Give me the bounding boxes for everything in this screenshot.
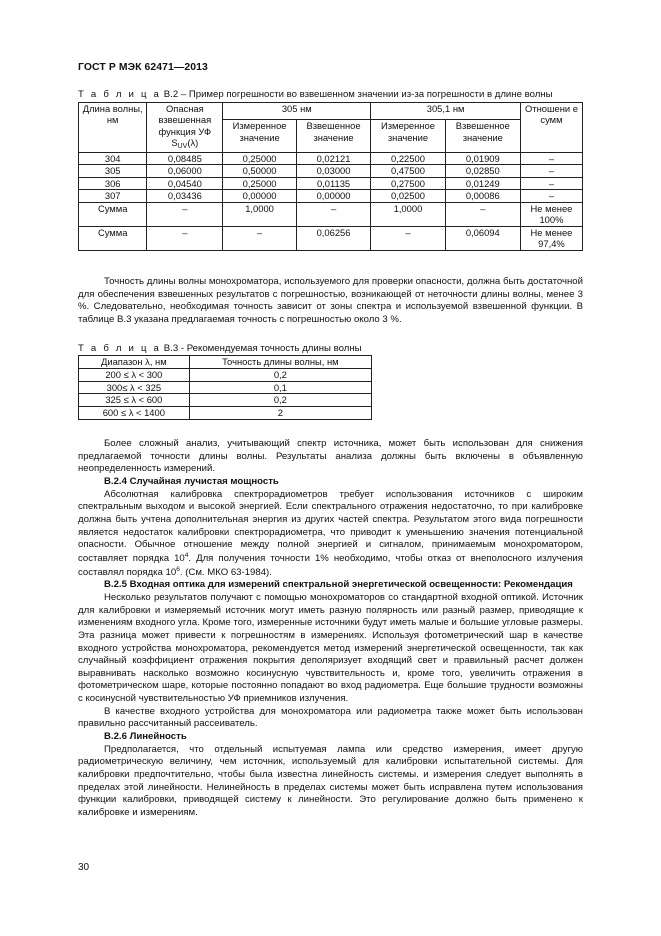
col-header-range: Диапазон λ, нм (79, 356, 190, 369)
hazard-function-symbol: S (171, 137, 178, 149)
table-cell: 0,02121 (296, 152, 370, 164)
hazard-function-text: Опасная взвешенная функция УФ (158, 103, 212, 137)
paragraph-diffuser: В качестве входного устройства для монохроматора или радиометра также может быть использован правильно рассчитанный рассеиватель. (78, 705, 583, 730)
table-row (79, 190, 583, 202)
table-cell: 0,03436 (147, 190, 223, 202)
table-cell: 325 ≤ λ < 600 (79, 394, 190, 407)
table-row (79, 202, 583, 226)
table-cell: – (520, 165, 582, 177)
table-cell: 0,01249 (445, 177, 520, 189)
col-header-wavelength: Длина волны, нм (79, 103, 147, 153)
col-header-ratio: Отношени е сумм (520, 103, 582, 153)
table-row (79, 165, 583, 177)
col-header-3051nm: 305,1 нм (371, 103, 521, 120)
table-b2-title: Пример погрешности во взвешенном значении из-за погрешности в длине волны (188, 89, 553, 100)
col-header-accuracy: Точность длины волны, нм (189, 356, 371, 369)
table-cell: – (520, 152, 582, 164)
col-header-305nm: 305 нм (223, 103, 371, 120)
table-cell: 0,02500 (371, 190, 445, 202)
table-row (79, 152, 583, 164)
table-cell: 0,2 (189, 394, 371, 407)
table-cell: 0,50000 (223, 165, 297, 177)
table-b3 (78, 355, 372, 420)
table-cell: 2 (189, 407, 371, 420)
table-row (79, 226, 583, 250)
table-cell: – (296, 202, 370, 226)
table-b2-caption (78, 89, 553, 102)
col-header-measured: Измеренное значение (223, 120, 297, 153)
page-number: 30 (78, 862, 90, 873)
table-cell: 0,01909 (445, 152, 520, 164)
table-b2-number: В.2 (163, 89, 179, 100)
table-cell: Не менее 100% (520, 202, 582, 226)
table-cell: – (371, 226, 445, 250)
section-heading-b26: В.2.6 Линейность (104, 731, 187, 743)
table-cell: 0,06256 (296, 226, 370, 250)
table-row (79, 381, 372, 394)
section-heading-b25: В.2.5 Входная оптика для измерений спектральной энергетической освещенности: Рекомендация (104, 579, 573, 591)
table-b3-label: Т а б л и ц а (78, 343, 162, 354)
col-header-weighted: Взвешенное значение (296, 120, 370, 153)
table-cell: 1,0000 (223, 202, 297, 226)
paragraph-part-a: Абсолютная калибровка спектрорадиометров требует использования источников с широким спектральным выходом и высокой энергией. Если спектрального отражения недостаточно, то при калибровке должна быть учтена дополнительная энергия из других частей спектра. Результатом этого вида погрешности является недостаток калибровки спектрорадиометра, что приводит к уменьшению значения потенциальной опасности. Обычное отношение между полной энергией и сигналом, принимаемым монохроматором, составляет порядка 10 (78, 488, 583, 564)
table-cell: 306 (79, 177, 147, 189)
table-cell: – (520, 177, 582, 189)
paragraph-random-power (78, 489, 583, 580)
col-header-measured: Измеренное значение (371, 120, 445, 153)
table-b2 (78, 102, 583, 251)
table-b2-label: Т а б л и ц а (78, 89, 162, 100)
table-row (79, 407, 372, 420)
table-row (79, 368, 372, 381)
paragraph-linearity: Предполагается, что отдельный испытуемая лампа или средство измерения, имеет другую радиометрическую величину, чем источник, используемый для калибровки испытательной системы. Для калибровки предпочтительно, чтобы была известна линейность системы. и измерения следует выполнять в пределах этой линейности. Нелинейность в пределах системы может быть исправлена путем использования функции калибровки, приводящей систему к линейности. Это регулирование должно быть применено к калибровке и измерениям. (78, 743, 583, 819)
superscript-6: 6 (176, 565, 180, 573)
table-header-row (79, 103, 583, 120)
table-row (79, 394, 372, 407)
hazard-function-arg: (λ) (187, 137, 199, 149)
table-header-row (79, 356, 372, 369)
table-cell: 0,04540 (147, 177, 223, 189)
main-text-block (78, 438, 583, 820)
table-cell: 0,00000 (223, 190, 297, 202)
table-b3-title: Рекомендуемая точность длины волны (186, 343, 362, 354)
paragraph-input-optics: Несколько результатов получают с помощью монохроматоров со стандартной входной оптикой. Источник для калибровки и измеряемый источник могут иметь разную полярность или разный размер, приводящие к изменениям входного угла. Кроме того, измеренные источники будут иметь малые и большие угловые размеры. Эта разница может привести к погрешностям в измерениях. Используя фотометрический шар в качестве входного устройства монохроматора, рекомендуется метод измерений энергетической освещенности, так как случайный коэффициент отражения покрытия деполяризует входящий свет и правильный расчет должен выравнивать насколько возможно косинусную чувствительность и, кроме того, увеличить отражения в фотометрическом шаре, которые постоянно попадают во вход радиометра. Еще большие трудности возможны с косинусной чувствительностью УФ приемников излучения. (78, 591, 583, 705)
standard-header: ГОСТ Р МЭК 62471—2013 (78, 62, 208, 73)
table-cell: 0,25000 (223, 152, 297, 164)
col-header-weighted: Взвешенное значение (445, 120, 520, 153)
table-cell: 0,27500 (371, 177, 445, 189)
hazard-function-subscript: UV (177, 143, 188, 151)
table-cell: Не менее 97,4% (520, 226, 582, 250)
table-cell: – (147, 226, 223, 250)
table-cell: 0,01135 (296, 177, 370, 189)
table-cell: 0,08485 (147, 152, 223, 164)
table-cell: 0,1 (189, 381, 371, 394)
table-b3-dash: - (180, 343, 185, 354)
table-cell: 600 ≤ λ < 1400 (79, 407, 190, 420)
table-cell: 300≤ λ < 325 (79, 381, 190, 394)
table-cell: 200 ≤ λ < 300 (79, 368, 190, 381)
superscript-4: 4 (184, 551, 189, 559)
table-cell: 307 (79, 190, 147, 202)
table-cell: 0,03000 (296, 165, 370, 177)
section-heading-b24: В.2.4 Случайная лучистая мощность (104, 475, 279, 487)
table-cell: 0,06000 (147, 165, 223, 177)
paragraph-wavelength-accuracy (78, 276, 583, 327)
table-cell: 1,0000 (371, 202, 445, 226)
table-row (79, 177, 583, 189)
table-cell: 0,00000 (296, 190, 370, 202)
table-cell: Сумма (79, 202, 147, 226)
table-cell: 0,02850 (445, 165, 520, 177)
table-cell: Сумма (79, 226, 147, 250)
table-cell: – (147, 202, 223, 226)
table-cell: – (520, 190, 582, 202)
table-cell: 304 (79, 152, 147, 164)
table-cell: 0,2 (189, 368, 371, 381)
table-b3-number: В.3 (163, 343, 179, 354)
table-cell: 305 (79, 165, 147, 177)
paragraph-text: Точность длины волны монохроматора, используемого для проверки опасности, должна быть достаточной для обеспечения взвешенных результатов с погрешностью, возникающей от неточности длины волны, менее 3 %. Следовательно, необходимая точность зависит от зоны спектра и используемой взвешенной функции. В таблице В.3 указана предлагаемая точность с погрешностью около 3 %. (78, 276, 583, 325)
table-cell: – (445, 202, 520, 226)
table-cell: 0,25000 (223, 177, 297, 189)
col-header-hazard-function (147, 103, 223, 153)
table-cell: 0,06094 (445, 226, 520, 250)
paragraph-part-b: . Для получения точности 1% необходимо, чтобы отказ от внеполосного излучения составлял порядка 10 (78, 552, 583, 578)
table-b2-dash: – (180, 89, 187, 100)
table-cell: – (223, 226, 297, 250)
paragraph-analysis: Более сложный анализ, учитывающий спектр источника, может быть использован для снижения предлагаемой точности длины волны. Результаты анализа должны быть включены в объявленную неопределенность измерений. (78, 438, 583, 475)
paragraph-part-c: . (См. МКО 63-1984). (179, 566, 272, 578)
table-cell: 0,47500 (371, 165, 445, 177)
table-b3-caption (78, 343, 362, 356)
table-cell: 0,00086 (445, 190, 520, 202)
table-cell: 0,22500 (371, 152, 445, 164)
